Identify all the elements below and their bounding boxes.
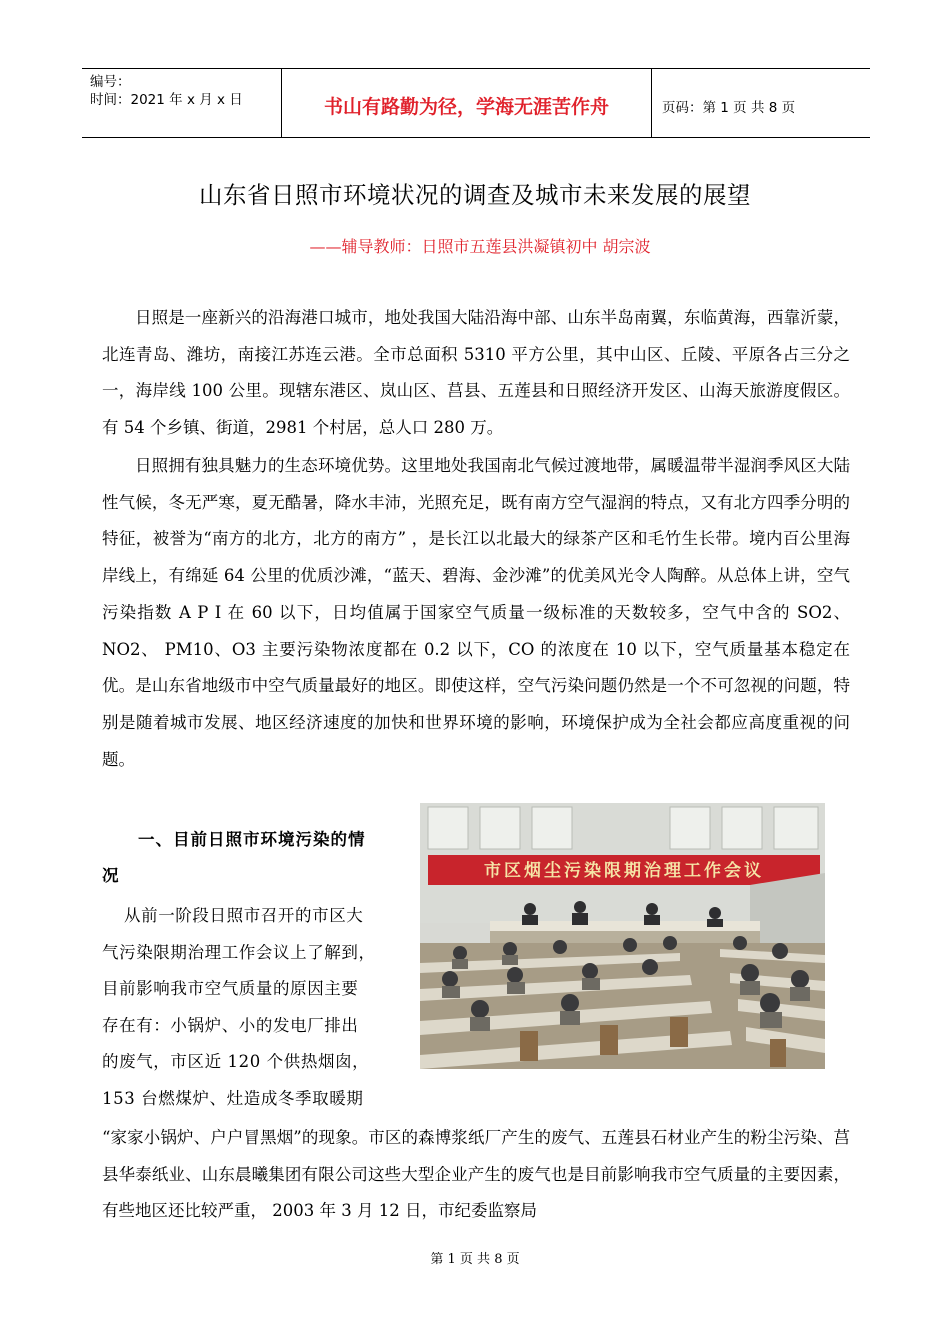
header-page-cell xyxy=(652,69,870,137)
paragraph-ecology: 日照拥有独具魅力的生态环境优势。这里地处我国南北气候过渡地带，属暖温带半湿润季风区大陆性气候，冬无严寒，夏无酷暑，降水丰沛，光照充足，既有南方空气湿润的特点，又有北方四季分明的特征，被誉为“南方的北方，北方的南方” ，是长江以北最大的绿茶产区和毛竹生长带。境内百公里海岸线上，有绵延 64 公里的优质沙滩，“蓝天、碧海、金沙滩”的优美风光令人陶醉。从总体上讲，空气污染指数 A P I 在 60 以下，日均值属于国家空气质量一级标准的天数较多，空气中含的 SO2、 NO2、 PM10、O3 主要污染物浓度都在 0.2 以下，CO 的浓度在 10 以下，空气质量基本稳定在优。是山东省地级市中空气质量最好的地区。即使这样，空气污染问题仍然是一个不可忽视的问题，特别是随着城市发展、地区经济速度的加快和世界环境的影响，环境保护成为全社会都应高度重视的问题。 xyxy=(102,456,850,769)
page-footer: 第 1 页 共 8 页 xyxy=(430,1252,520,1267)
side-line: 目前影响我市空气质量的原因主要 xyxy=(102,979,359,998)
header-motto-cell xyxy=(282,69,652,137)
meeting-photo-drawing xyxy=(420,803,825,1069)
header-left-cell xyxy=(82,69,282,137)
motto: 书山有路勤为径，学海无涯苦作舟 xyxy=(323,96,609,118)
document-title: 山东省日照市环境状况的调查及城市未来发展的展望 xyxy=(199,181,751,209)
banner-text: 市区烟尘污染限期治理工作会议 xyxy=(484,861,764,881)
page-info: 页码：第 1 页 共 8 页 xyxy=(662,100,796,116)
section-heading-line1: 一、目前日照市环境污染的情 xyxy=(138,830,366,849)
number-label: 编号： xyxy=(90,74,131,90)
side-line: 153 台燃煤炉、灶造成冬季取暖期 xyxy=(102,1088,364,1108)
document-subtitle: ——辅导教师：日照市五莲县洪凝镇初中 胡宗波 xyxy=(309,237,651,256)
meeting-photo xyxy=(420,803,825,1069)
side-line: 从前一阶段日照市召开的市区大 xyxy=(124,906,364,925)
section-heading xyxy=(102,822,414,894)
section-heading-line2: 况 xyxy=(102,866,119,885)
side-line: 存在有：小锅炉、小的发电厂排出 xyxy=(102,1015,359,1035)
paragraph-continuation: “家家小锅炉、户户冒黑烟”的现象。市区的森博浆纸厂产生的废气、五莲县石材业产生的粉尘污染、莒县华泰纸业、山东晨曦集团有限公司这些大型企业产生的废气也是目前影响我市空气质量的主要因素，有些地区还比较严重， 2003 年 3 月 12 日，市纪委监察局 xyxy=(102,1128,850,1221)
side-line: 的废气，市区近 120 个供热烟囱， xyxy=(102,1052,370,1071)
date-label: 时间：2021 年 x 月 x 日 xyxy=(90,92,243,108)
paragraph-intro: 日照是一座新兴的沿海港口城市，地处我国大陆沿海中部、山东半岛南翼，东临黄海，西靠沂蒙，北连青岛、潍坊，南接江苏连云港。全市总面积 5310 平方公里，其中山区、丘陵、平原各占三分之一，海岸线 100 公里。现辖东港区、岚山区、莒县、五莲县和日照经济开发区、山海天旅游度假区。有 54 个乡镇、街道，2981 个村居，总人口 280 万。 xyxy=(102,308,850,438)
side-line: 气污染限期治理工作会议上了解到， xyxy=(102,942,376,962)
header-table xyxy=(82,68,870,138)
section-side-text xyxy=(102,898,414,1117)
